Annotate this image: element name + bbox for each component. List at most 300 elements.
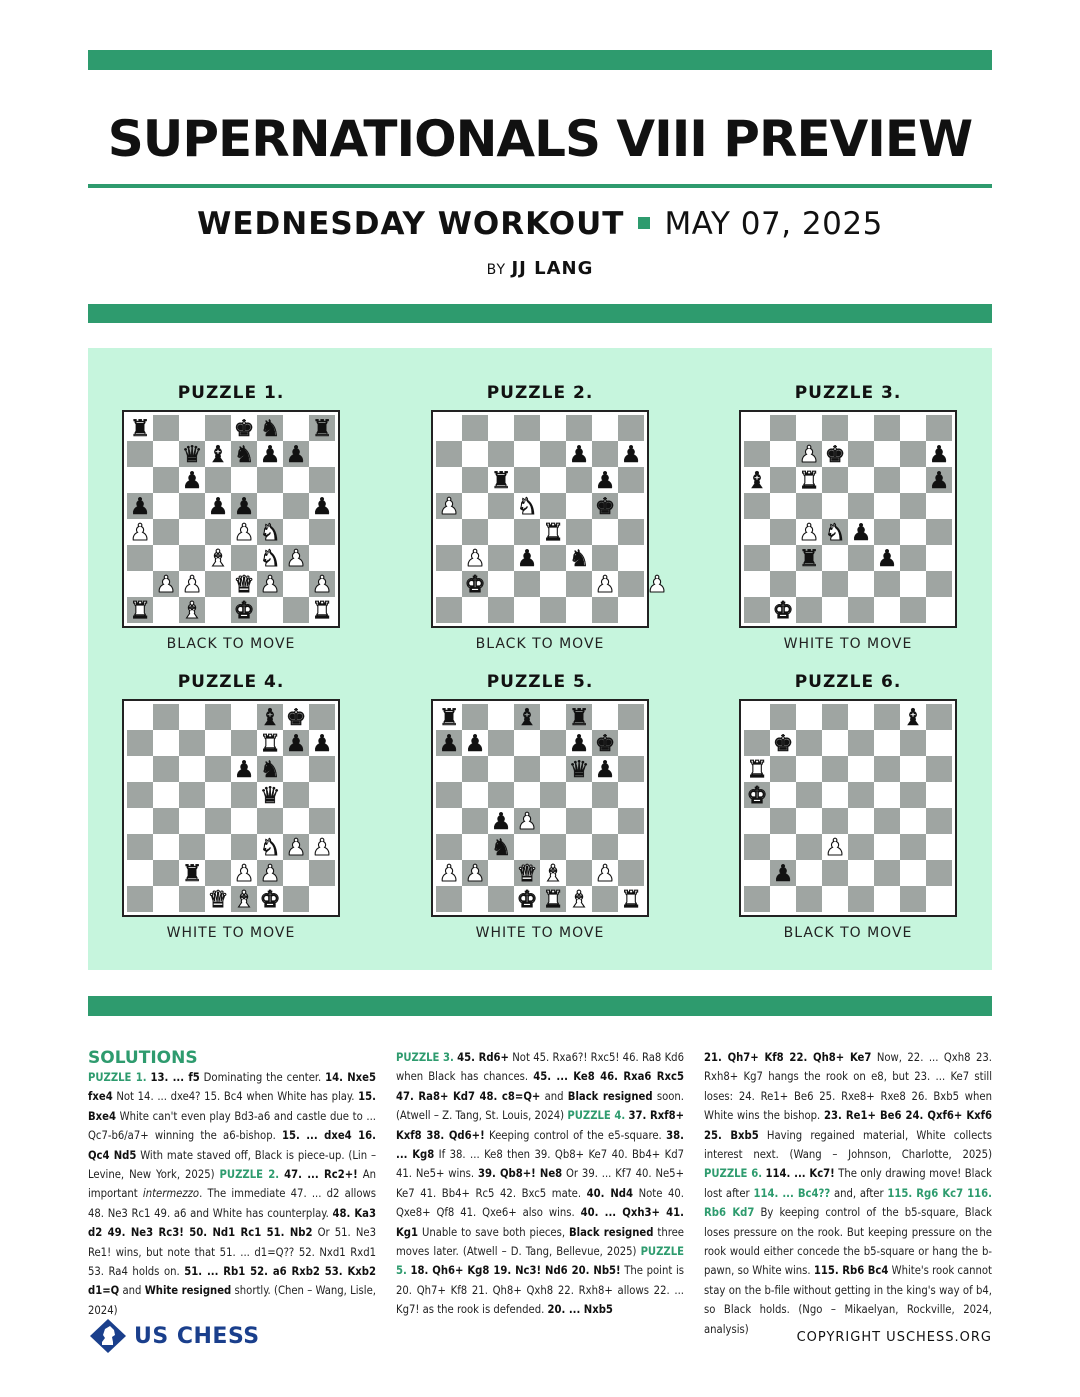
black-pawn-icon: ♟ (181, 468, 203, 494)
light-square (540, 756, 566, 782)
puzzle-title: PUZZLE 2. (486, 383, 594, 403)
black-king-icon: ♚ (233, 416, 255, 442)
black-rook-icon: ♜ (568, 705, 590, 731)
light-square (566, 597, 592, 623)
white-king-icon: ♚ (746, 783, 768, 809)
puzzle-1 (122, 382, 340, 652)
light-square (283, 860, 309, 886)
dark-square (618, 415, 644, 441)
dark-square (900, 441, 926, 467)
light-square (822, 597, 848, 623)
black-rook-icon: ♜ (129, 416, 151, 442)
light-square (848, 756, 874, 782)
dark-square (744, 886, 770, 912)
dark-square (770, 756, 796, 782)
dark-square (822, 571, 848, 597)
black-pawn-icon: ♟ (620, 442, 642, 468)
white-pawn-icon: ♟ (824, 835, 846, 861)
light-square (540, 704, 566, 730)
dark-square (874, 571, 900, 597)
black-pawn-icon: ♟ (285, 731, 307, 757)
dark-square (926, 808, 952, 834)
light-square (770, 545, 796, 571)
white-king-icon: ♚ (772, 598, 794, 624)
dark-square (618, 571, 644, 597)
white-pawn-icon: ♟ (155, 572, 177, 598)
dark-square (205, 704, 231, 730)
dark-square (618, 704, 644, 730)
light-square (488, 415, 514, 441)
chess-board (739, 699, 957, 917)
light-square (900, 467, 926, 493)
white-bishop-icon: ♝ (207, 546, 229, 572)
dark-square (618, 860, 644, 886)
copyright: COPYRIGHT USCHESS.ORG (796, 1330, 992, 1345)
dark-square (822, 467, 848, 493)
light-square (592, 704, 618, 730)
light-square (796, 571, 822, 597)
white-rook-icon: ♜ (542, 887, 564, 913)
light-square (462, 886, 488, 912)
black-queen-icon: ♛ (181, 442, 203, 468)
light-square (127, 756, 153, 782)
white-pawn-icon: ♟ (798, 520, 820, 546)
dark-square (462, 519, 488, 545)
dark-square (926, 704, 952, 730)
black-pawn-icon: ♟ (850, 520, 872, 546)
dark-square (796, 597, 822, 623)
white-pawn-icon: ♟ (285, 835, 307, 861)
dark-square (566, 571, 592, 597)
dark-square (796, 782, 822, 808)
light-square (796, 808, 822, 834)
dark-square (770, 808, 796, 834)
black-pawn-icon: ♟ (285, 442, 307, 468)
dark-square (127, 730, 153, 756)
light-square (900, 571, 926, 597)
dark-square (848, 834, 874, 860)
dark-square (309, 704, 335, 730)
puzzle-5 (431, 671, 649, 941)
dark-square (153, 467, 179, 493)
light-square (283, 519, 309, 545)
white-rook-icon: ♜ (542, 520, 564, 546)
dark-square (283, 597, 309, 623)
light-square (462, 834, 488, 860)
dark-square (488, 730, 514, 756)
dark-square (874, 756, 900, 782)
light-square (436, 571, 462, 597)
black-rook-icon: ♜ (798, 546, 820, 572)
light-square (926, 886, 952, 912)
white-rook-icon: ♜ (620, 887, 642, 913)
puzzle-title: PUZZLE 5. (486, 672, 594, 692)
dark-square (822, 704, 848, 730)
dark-square (462, 415, 488, 441)
issue-date: MAY 07, 2025 (664, 206, 883, 242)
solutions-text-1: PUZZLE 1. 13. ... f5 Dominating the center. 14. Nxe5 fxe4 Not 14. ... dxe4? 15. Bc4 when White has play. 15. Bxe4 White can't even play Bd3-a6 and castle due to ... Qc7-b6/a7+ winning the a6-bishop. 15. ... dxe4 16. Qc4 Nd5 With mate staved off, Black is piece-up. (Lin – Levine, New York, 2025) PUZZLE 2. 47. ... Rc2+! An important intermezzo. The immediate 47. ... d2 allows 48. Ne3 Rc1 49. a6 and White has counterplay. 48. Ka3 d2 49. Ne3 Rc3! 50. Nd1 Rc1 51. Nb2 Or 51. Ne3 Re1! wins, but note that 51. ... d1=Q?? 52. Nxd1 Rxd1 53. Ra4 holds on. 51. ... Rb1 52. a6 Rxb2 53. Kxb2 d1=Q and White resigned shortly. (Chen – Wang, Lisle, 2024) (88, 1071, 377, 1317)
light-square (257, 597, 283, 623)
dark-square (205, 519, 231, 545)
dark-square (618, 519, 644, 545)
dark-square (796, 493, 822, 519)
subtitle (88, 204, 992, 244)
light-square (618, 730, 644, 756)
title-rule (88, 184, 992, 188)
light-square (540, 467, 566, 493)
light-square (874, 441, 900, 467)
black-knight-icon: ♞ (490, 835, 512, 861)
light-square (127, 467, 153, 493)
dark-square (179, 834, 205, 860)
light-square (926, 834, 952, 860)
dark-square (436, 782, 462, 808)
light-square (874, 597, 900, 623)
white-pawn-icon: ♟ (259, 861, 281, 887)
dark-square (900, 493, 926, 519)
white-pawn-icon: ♟ (233, 520, 255, 546)
light-square (179, 756, 205, 782)
puzzle-title: PUZZLE 3. (794, 383, 902, 403)
dark-square (744, 730, 770, 756)
dark-square (874, 467, 900, 493)
light-square (592, 808, 618, 834)
dark-square (514, 571, 540, 597)
light-square (874, 886, 900, 912)
light-square (205, 782, 231, 808)
solutions-column-2 (396, 1048, 684, 1320)
light-square (205, 597, 231, 623)
dark-square (566, 467, 592, 493)
white-pawn-icon: ♟ (464, 861, 486, 887)
light-square (283, 467, 309, 493)
dark-square (153, 415, 179, 441)
dark-square (436, 886, 462, 912)
dark-square (179, 545, 205, 571)
knight-logo-icon (88, 1318, 128, 1354)
light-square (796, 415, 822, 441)
light-square (926, 730, 952, 756)
light-square (283, 571, 309, 597)
dark-square (796, 730, 822, 756)
light-square (462, 441, 488, 467)
dark-square (874, 808, 900, 834)
black-pawn-icon: ♟ (568, 731, 590, 757)
black-king-icon: ♚ (594, 731, 616, 757)
side-to-move: BLACK TO MOVE (475, 636, 605, 652)
dark-square (309, 808, 335, 834)
light-square (488, 756, 514, 782)
dark-square (514, 756, 540, 782)
white-rook-icon: ♜ (311, 598, 333, 624)
dark-square (566, 860, 592, 886)
dark-square (566, 415, 592, 441)
dark-square (257, 467, 283, 493)
solutions-text-2: PUZZLE 3. 45. Rd6+ Not 45. Rxa6?! Rxc5! 46. Ra8 Kd6 when Black has chances. 45. ... Ke8 46. Rxa6 Rxc5 47. Ra8+ Kd7 48. c8=Q+ and Black resigned soon. (Atwell – Z. Tang, St. Louis, 2024) PUZZLE 4. 37. Rxf8+ Kxf8 38. Qd6+! Keeping control of the e5-square. 38. ... Kg8 If 38. ... Ke8 then 39. Qb8+ Ke7 40. Bb4+ Kd7 41. Ne5+ wins. 39. Qb8+! Ne8 Or 39. ... Kf7 40. Ne5+ Ke7 41. Bb4+ Rc5 42. Bxc5 mate. 40. Nd4 Note 40. Qxe8+ Qf8 41. Qxe6+ also wins. 40. ... Qxh3+ 41. Kg1 Unable to save both pieces, Black resigned three moves later. (Atwell – D. Tang, Bellevue, 2025) PUZZLE 5. 18. Qh6+ Kg8 19. Nc3! Nd6 20. Nb5! The point is 20. Qh7+ Kf8 21. Qh8+ Qxh8 22. Rxh8+ allows 22. ... Kg7! as the rook is defended. 20. ... Nxb5 (396, 1051, 685, 1317)
light-square (514, 782, 540, 808)
light-square (309, 886, 335, 912)
light-square (309, 782, 335, 808)
light-square (462, 782, 488, 808)
black-pawn-icon: ♟ (207, 494, 229, 520)
black-pawn-icon: ♟ (568, 442, 590, 468)
header-bottom-bar (88, 304, 992, 323)
dark-square (848, 886, 874, 912)
black-pawn-icon: ♟ (516, 546, 538, 572)
light-square (618, 493, 644, 519)
white-queen-icon: ♛ (207, 887, 229, 913)
puzzle-3 (739, 382, 957, 652)
dark-square (618, 808, 644, 834)
dark-square (488, 597, 514, 623)
dark-square (309, 519, 335, 545)
solutions-column-1 (88, 1048, 376, 1320)
light-square (153, 441, 179, 467)
dark-square (231, 545, 257, 571)
dark-square (179, 493, 205, 519)
dark-square (127, 545, 153, 571)
dark-square (900, 597, 926, 623)
light-square (926, 545, 952, 571)
dark-square (153, 756, 179, 782)
dark-square (540, 597, 566, 623)
dark-square (926, 756, 952, 782)
light-square (153, 730, 179, 756)
white-pawn-icon: ♟ (798, 442, 820, 468)
light-square (514, 730, 540, 756)
dark-square (488, 545, 514, 571)
light-square (231, 704, 257, 730)
dark-square (179, 886, 205, 912)
light-square (926, 597, 952, 623)
black-rook-icon: ♜ (311, 416, 333, 442)
dark-square (900, 730, 926, 756)
black-pawn-icon: ♟ (129, 494, 151, 520)
light-square (436, 519, 462, 545)
dark-square (462, 467, 488, 493)
light-square (153, 597, 179, 623)
puzzle-panel (88, 348, 992, 970)
dark-square (770, 704, 796, 730)
light-square (822, 782, 848, 808)
dark-square (822, 756, 848, 782)
light-square (822, 730, 848, 756)
dark-square (436, 597, 462, 623)
dark-square (744, 441, 770, 467)
dark-square (900, 886, 926, 912)
dark-square (592, 597, 618, 623)
black-pawn-icon: ♟ (311, 731, 333, 757)
dark-square (848, 730, 874, 756)
white-king-icon: ♚ (464, 572, 486, 598)
light-square (127, 704, 153, 730)
white-bishop-icon: ♝ (233, 887, 255, 913)
us-chess-logo[interactable] (88, 1318, 260, 1354)
white-rook-icon: ♜ (129, 598, 151, 624)
dark-square (179, 730, 205, 756)
dark-square (874, 415, 900, 441)
light-square (822, 545, 848, 571)
dark-square (231, 730, 257, 756)
white-knight-icon: ♞ (259, 546, 281, 572)
black-queen-icon: ♛ (259, 783, 281, 809)
dark-square (822, 808, 848, 834)
dark-square (540, 493, 566, 519)
white-pawn-icon: ♟ (181, 572, 203, 598)
dark-square (566, 808, 592, 834)
section-name: WEDNESDAY WORKOUT (197, 206, 625, 242)
light-square (540, 415, 566, 441)
black-rook-icon: ♜ (490, 468, 512, 494)
light-square (592, 415, 618, 441)
light-square (744, 704, 770, 730)
white-bishop-icon: ♝ (181, 598, 203, 624)
light-square (153, 886, 179, 912)
light-square (514, 834, 540, 860)
dark-square (488, 441, 514, 467)
dark-square (514, 519, 540, 545)
light-square (900, 808, 926, 834)
dark-square (514, 467, 540, 493)
dark-square (796, 834, 822, 860)
dark-square (618, 756, 644, 782)
dark-square (744, 545, 770, 571)
dark-square (283, 493, 309, 519)
black-bishop-icon: ♝ (746, 468, 768, 494)
dark-square (848, 493, 874, 519)
chess-board (122, 699, 340, 917)
dark-square (488, 782, 514, 808)
light-square (179, 808, 205, 834)
light-square (822, 886, 848, 912)
black-bishop-icon: ♝ (207, 442, 229, 468)
separator-square (638, 217, 650, 229)
white-knight-icon: ♞ (259, 835, 281, 861)
white-pawn-icon: ♟ (464, 546, 486, 572)
white-queen-icon: ♛ (233, 572, 255, 598)
dark-square (436, 545, 462, 571)
author-name: JJ LANG (511, 258, 594, 279)
dark-square (153, 519, 179, 545)
dark-square (540, 782, 566, 808)
puzzle-6 (739, 671, 957, 941)
black-pawn-icon: ♟ (876, 546, 898, 572)
dark-square (744, 834, 770, 860)
light-square (900, 860, 926, 886)
dark-square (309, 467, 335, 493)
black-bishop-icon: ♝ (259, 705, 281, 731)
light-square (566, 782, 592, 808)
light-square (744, 860, 770, 886)
dark-square (566, 519, 592, 545)
light-square (179, 519, 205, 545)
black-pawn-icon: ♟ (464, 731, 486, 757)
light-square (540, 571, 566, 597)
black-rook-icon: ♜ (181, 861, 203, 887)
dark-square (744, 493, 770, 519)
solutions-text-3: 21. Qh7+ Kf8 22. Qh8+ Ke7 Now, 22. ... Qxh8 23. Rxh8+ Kg7 hangs the rook on e8, but 23. ... Ke7 still loses: 24. Re1+ Be6 25. Rxe8+ Rxe8 26. Bxb5 when White wins the bishop. 23. Re1+ Be6 24. Qxf6+ Kxf6 25. Bxb5 Having regained material, White collects interest next. (Wang – Johnson, Charlotte, 2025) PUZZLE 6. 114. ... Kc7! The only drawing move! Black lost after 114. ... Bc4?? and, after 115. Rg6 Kc7 116. Rb6 Kd7 By keeping control of the b5-square, Black loses pressure on the rook. But keeping pressure on the rook would either concede the b5-square or hang the b-pawn, so White wins. 115. Rb6 Bc4 White's rook cannot stay on the b-file without getting in the king's way of b4, so Black holds. (Ngo – Mikaelyan, Rockville, 2024, analysis) (704, 1051, 993, 1336)
puzzle-4 (122, 671, 340, 941)
black-pawn-icon: ♟ (928, 468, 950, 494)
dark-square (822, 415, 848, 441)
light-square (153, 834, 179, 860)
side-to-move: WHITE TO MOVE (475, 925, 605, 941)
dark-square (205, 808, 231, 834)
white-king-icon: ♚ (259, 887, 281, 913)
chess-board (122, 410, 340, 628)
light-square (153, 493, 179, 519)
white-bishop-icon: ♝ (542, 861, 564, 887)
dark-square (309, 860, 335, 886)
light-square (744, 415, 770, 441)
light-square (540, 808, 566, 834)
light-square (153, 782, 179, 808)
dark-square (540, 545, 566, 571)
dark-square (592, 886, 618, 912)
light-square (436, 808, 462, 834)
light-square (874, 834, 900, 860)
white-pawn-icon: ♟ (311, 835, 333, 861)
black-pawn-icon: ♟ (233, 494, 255, 520)
white-knight-icon: ♞ (516, 494, 538, 520)
black-bishop-icon: ♝ (516, 705, 538, 731)
light-square (770, 834, 796, 860)
black-pawn-icon: ♟ (772, 861, 794, 887)
black-pawn-icon: ♟ (594, 757, 616, 783)
white-rook-icon: ♜ (259, 731, 281, 757)
light-square (796, 860, 822, 886)
light-square (462, 493, 488, 519)
light-square (926, 782, 952, 808)
dark-square (900, 782, 926, 808)
dark-square (592, 545, 618, 571)
light-square (257, 493, 283, 519)
light-square (770, 886, 796, 912)
solutions-top-bar (88, 996, 992, 1016)
dark-square (848, 782, 874, 808)
black-king-icon: ♚ (824, 442, 846, 468)
dark-square (283, 886, 309, 912)
black-pawn-icon: ♟ (594, 468, 616, 494)
black-knight-icon: ♞ (568, 546, 590, 572)
white-bishop-icon: ♝ (568, 887, 590, 913)
white-king-icon: ♚ (233, 598, 255, 624)
light-square (848, 860, 874, 886)
white-rook-icon: ♜ (746, 757, 768, 783)
dark-square (744, 597, 770, 623)
light-square (744, 519, 770, 545)
light-square (618, 597, 644, 623)
light-square (205, 834, 231, 860)
dark-square (127, 886, 153, 912)
light-square (900, 415, 926, 441)
dark-square (462, 808, 488, 834)
white-pawn-icon: ♟ (129, 520, 151, 546)
light-square (488, 571, 514, 597)
dark-square (770, 571, 796, 597)
light-square (770, 782, 796, 808)
dark-square (770, 467, 796, 493)
dark-square (796, 886, 822, 912)
dark-square (874, 704, 900, 730)
light-square (309, 441, 335, 467)
light-square (283, 808, 309, 834)
black-pawn-icon: ♟ (311, 494, 333, 520)
light-square (488, 860, 514, 886)
dark-square (231, 834, 257, 860)
dark-square (462, 756, 488, 782)
white-pawn-icon: ♟ (285, 546, 307, 572)
